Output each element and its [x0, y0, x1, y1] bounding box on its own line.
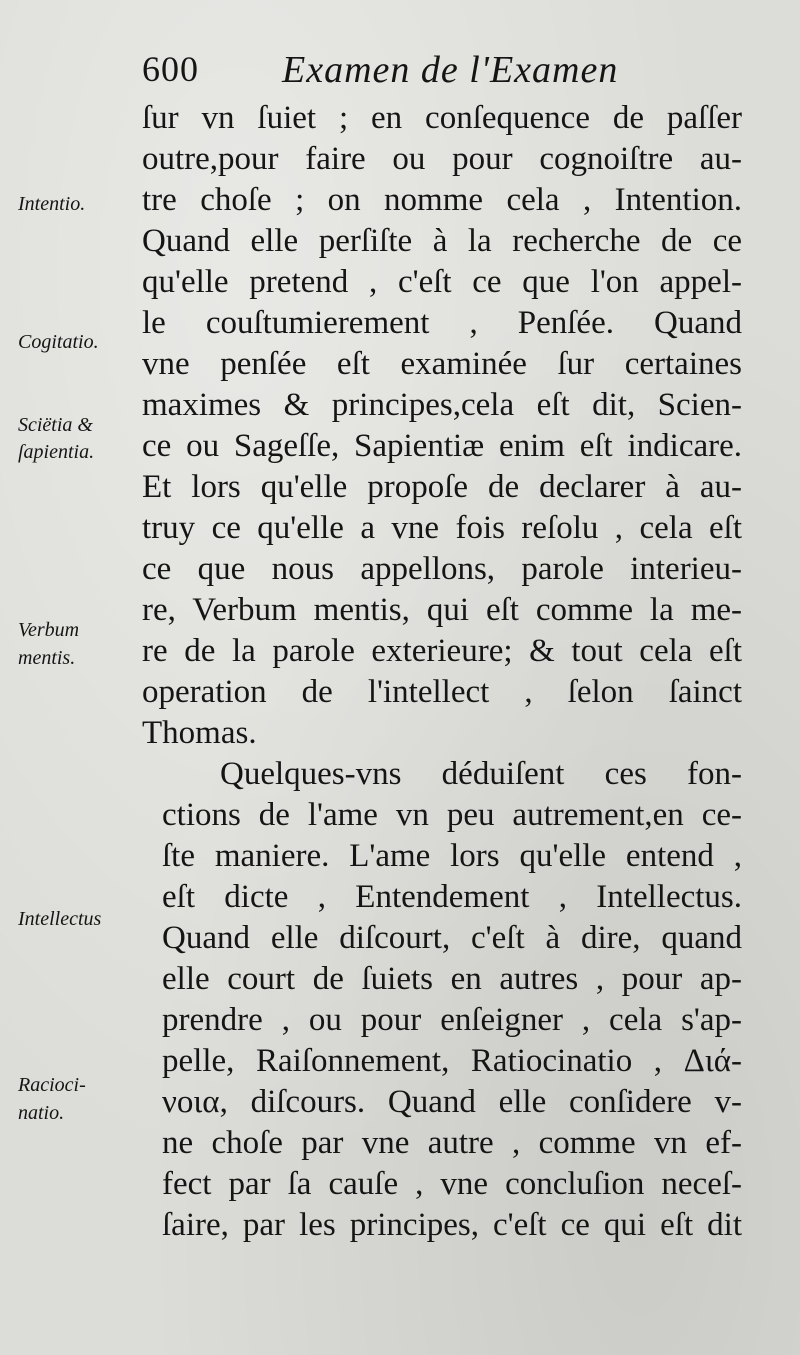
page-header — [142, 48, 742, 98]
margin-note-ratiocinatio-2: natio. — [18, 1102, 65, 1124]
text-line: ctions de l'ame vn peu autrement,en ce- — [162, 797, 742, 833]
text-line: Quelques-vns déduiſent ces fon- — [220, 756, 742, 792]
body-text — [142, 98, 742, 1246]
text-line: tre choſe ; on nomme cela , Intention. — [142, 182, 742, 218]
margin-note-verbum-2: mentis. — [18, 647, 76, 669]
margin-note-intellectus: Intellectus — [18, 908, 102, 930]
text-line: Thomas. — [142, 715, 257, 751]
text-line: maximes & principes,cela eſt dit, Scien- — [142, 387, 742, 423]
text-line: ſur vn ſuiet ; en conſequence de paſſer — [142, 100, 742, 136]
text-line: vne penſée eſt examinée ſur certaines — [142, 346, 742, 382]
text-line: fect par ſa cauſe , vne concluſion neceſ- — [162, 1166, 742, 1202]
running-head: Examen de l'Examen — [282, 49, 619, 91]
text-line: Quand elle perſiſte à la recherche de ce — [142, 223, 742, 259]
text-line: ſaire, par les principes, c'eſt ce qui eſt dit — [162, 1207, 742, 1243]
margin-note-verbum-1: Verbum — [18, 619, 80, 641]
margin-note-scientia-2: ſapientia. — [18, 441, 95, 463]
text-line: Et lors qu'elle propoſe de declarer à au- — [142, 469, 742, 505]
text-line: re de la parole exterieure; & tout cela eſt — [142, 633, 742, 669]
text-line: ce ou Sageſſe, Sapientiæ enim eſt indicare. — [142, 428, 742, 464]
text-line: outre,pour faire ou pour cognoiſtre au- — [142, 141, 742, 177]
margin-note-scientia-1: Sciëtia & — [18, 414, 93, 436]
text-line: ce que nous appellons, parole interieu- — [142, 551, 742, 587]
text-line: prendre , ou pour enſeigner , cela s'ap- — [162, 1002, 742, 1038]
margin-note-ratiocinatio-1: Racioci- — [18, 1074, 86, 1096]
margin-note-cogitatio: Cogitatio. — [18, 331, 99, 353]
text-line: operation de l'intellect , ſelon ſainct — [142, 674, 742, 710]
text-line: pelle, Raiſonnement, Ratiocinatio , Διά- — [162, 1043, 742, 1079]
text-line: ſte maniere. L'ame lors qu'elle entend , — [162, 838, 742, 874]
text-line: le couſtumierement , Penſée. Quand — [142, 305, 742, 341]
text-line: re, Verbum mentis, qui eſt comme la me- — [142, 592, 742, 628]
text-line: νοια, diſcours. Quand elle conſidere v- — [162, 1084, 742, 1120]
text-line: Quand elle diſcourt, c'eſt à dire, quand — [162, 920, 742, 956]
text-line: qu'elle pretend , c'eſt ce que l'on appel- — [142, 264, 742, 300]
page-number: 600 — [142, 49, 199, 89]
margin-note-intentio: Intentio. — [18, 193, 86, 215]
text-line: elle court de ſuiets en autres , pour ap- — [162, 961, 742, 997]
text-line: ne choſe par vne autre , comme vn ef- — [162, 1125, 742, 1161]
text-line: truy ce qu'elle a vne fois reſolu , cela eſt — [142, 510, 742, 546]
text-line: eſt dicte , Entendement , Intellectus. — [162, 879, 742, 915]
